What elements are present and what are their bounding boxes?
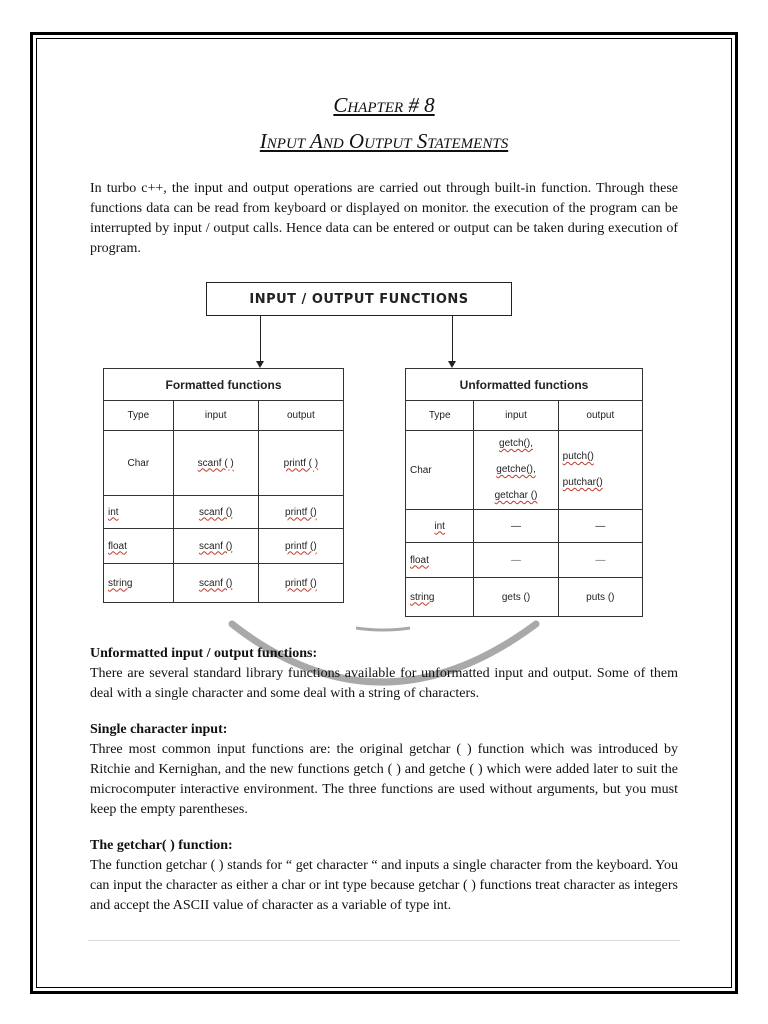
type-cell: string	[108, 577, 133, 589]
intro-paragraph: In turbo c++, the input and output operations are carried out through built-in function. Through these functions data can be read from keyboard or displayed on monitor. the execution of the program can be interrupted by input / output calls. Hence data can be entered or output can be taken during execution of program.	[90, 181, 678, 256]
chapter-title: Chapter # 8	[333, 93, 435, 117]
input-cell-line1: getch(), getche(),	[496, 438, 536, 475]
header-input: input	[173, 401, 258, 431]
unformatted-functions-table	[405, 368, 643, 617]
section-heading-getchar: The getchar( ) function:	[90, 838, 233, 853]
type-cell: float	[108, 540, 127, 552]
section-body-unformatted: There are several standard library functions available for unformatted input and output. Some of them deal with a single character and some deal with a string of characters.	[90, 666, 678, 701]
input-cell: gets ()	[474, 578, 558, 617]
section-title: Input And Output Statements	[259, 129, 509, 153]
arrow-to-unformatted	[452, 316, 453, 362]
type-cell: Char	[406, 431, 474, 510]
section-heading-unformatted: Unformatted input / output functions:	[90, 646, 318, 661]
input-cell: scanf ()	[199, 506, 233, 518]
output-cell: —	[558, 510, 642, 543]
output-cell: printf ()	[285, 540, 317, 552]
footer-divider	[88, 940, 680, 941]
input-cell: scanf ()	[199, 577, 233, 589]
type-cell: Char	[104, 431, 174, 496]
type-cell: string	[410, 591, 435, 603]
section-body-getchar: The function getchar ( ) stands for “ get character “ and inputs a single character from the keyboard. You can input the character as either a char or int type because getchar ( ) functions treat character as integers and accept the ASCII value of character as a variable of type int.	[90, 858, 678, 913]
input-cell: —	[474, 543, 558, 578]
output-cell: —	[558, 543, 642, 578]
header-output: output	[258, 401, 343, 431]
io-functions-box: INPUT / OUTPUT FUNCTIONS	[206, 282, 512, 316]
type-cell: int	[434, 520, 445, 532]
output-cell: puts ()	[558, 578, 642, 617]
formatted-caption: Formatted functions	[104, 369, 344, 401]
header-output: output	[558, 401, 642, 431]
input-cell: scanf ()	[199, 540, 233, 552]
output-cell: printf ()	[285, 577, 317, 589]
section-body-single-char: Three most common input functions are: the original getchar ( ) function which was introduced by Ritchie and Kernighan, and the new functions getch ( ) and getche ( ) which were added later to suit the microcomputer interactive environment. The three functions are used without arguments, but you must keep the empty parentheses.	[90, 742, 678, 817]
unformatted-caption: Unformatted functions	[406, 369, 643, 401]
input-cell-line2: getchar ()	[494, 490, 538, 501]
input-cell: —	[474, 510, 558, 543]
output-cell-line1: putch()	[562, 451, 594, 462]
arrow-to-formatted	[260, 316, 261, 362]
output-cell-line2: putchar()	[562, 477, 603, 488]
type-cell: int	[108, 506, 119, 518]
header-type: Type	[104, 401, 174, 431]
output-cell: printf ( )	[283, 457, 319, 469]
formatted-functions-table	[103, 368, 344, 603]
output-cell: printf ()	[285, 506, 317, 518]
header-input: input	[474, 401, 558, 431]
header-type: Type	[406, 401, 474, 431]
type-cell: float	[410, 554, 429, 566]
input-cell: scanf ( )	[197, 457, 234, 469]
section-heading-single-char: Single character input:	[90, 722, 228, 737]
